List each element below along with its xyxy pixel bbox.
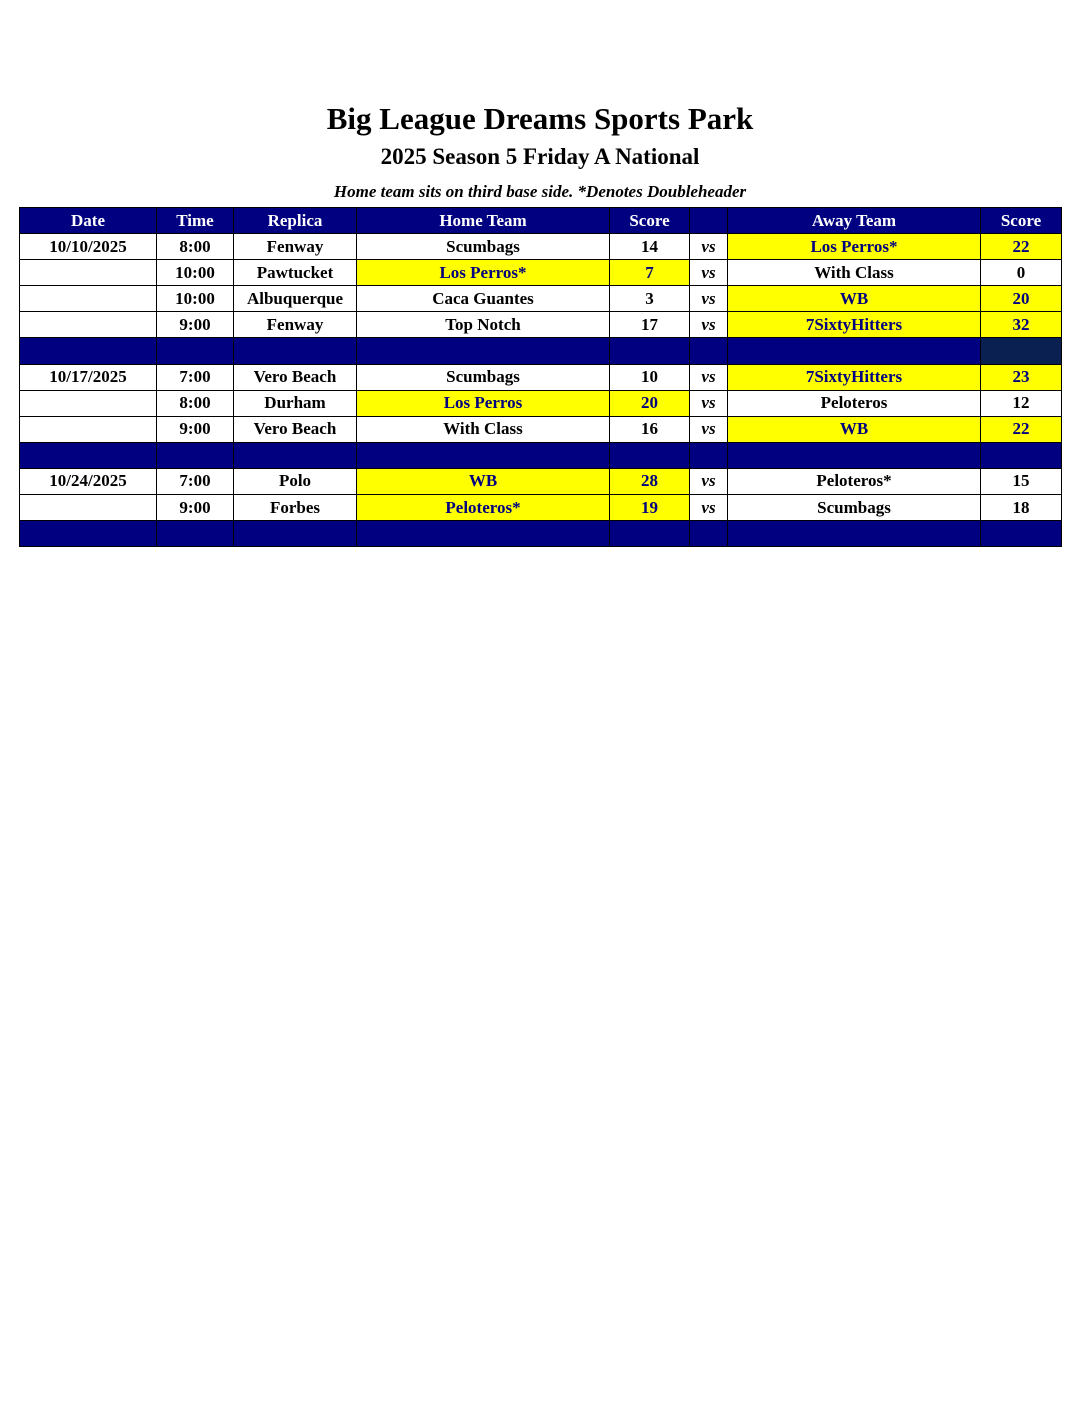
home-score: 10 [610,364,690,390]
col-header-time: Time [157,208,234,234]
week-separator [20,442,1062,468]
doubleheader-note: Home team sits on third base side. *Denotes Doubleheader [333,182,747,201]
home-score: 19 [610,495,690,521]
home-score: 14 [610,234,690,260]
separator-cell [157,442,234,468]
home-score: 7 [610,260,690,286]
separator-cell [357,442,610,468]
away-score: 23 [981,364,1062,390]
vs-label: vs [690,468,728,494]
separator-cell [728,442,981,468]
game-replica: Fenway [234,312,357,338]
away-team: Peloteros* [728,468,981,494]
home-score: 3 [610,286,690,312]
away-team: Los Perros* [728,234,981,260]
separator-cell [20,521,157,547]
vs-label: vs [690,312,728,338]
separator-cell [610,338,690,364]
game-time: 9:00 [157,416,234,442]
game-time: 7:00 [157,364,234,390]
separator-cell [234,338,357,364]
separator-cell [20,442,157,468]
game-date [20,495,157,521]
away-team: 7SixtyHitters [728,312,981,338]
game-row [20,286,1062,312]
game-time: 10:00 [157,286,234,312]
game-row [20,468,1062,494]
separator-cell [357,521,610,547]
away-score: 20 [981,286,1062,312]
separator-cell [610,521,690,547]
game-time: 10:00 [157,260,234,286]
col-header-date: Date [20,208,157,234]
game-date [20,260,157,286]
separator-cell [234,442,357,468]
separator-cell [357,338,610,364]
game-time: 8:00 [157,390,234,416]
vs-label: vs [690,286,728,312]
col-header-away-team: Away Team [728,208,981,234]
home-score: 16 [610,416,690,442]
away-score: 0 [981,260,1062,286]
away-team: Scumbags [728,495,981,521]
separator-cell [610,442,690,468]
game-replica: Albuquerque [234,286,357,312]
home-score: 17 [610,312,690,338]
separator-cell [981,442,1062,468]
separator-cell [981,521,1062,547]
col-header-away-score: Score [981,208,1062,234]
game-replica: Vero Beach [234,416,357,442]
away-team: Peloteros [728,390,981,416]
game-time: 9:00 [157,495,234,521]
week-separator [20,338,1062,364]
page-title: Big League Dreams Sports Park [326,101,754,136]
game-row [20,416,1062,442]
col-header-home-team: Home Team [357,208,610,234]
game-time: 8:00 [157,234,234,260]
home-team: Peloteros* [357,495,610,521]
game-row [20,495,1062,521]
vs-label: vs [690,260,728,286]
game-replica: Vero Beach [234,364,357,390]
game-time: 7:00 [157,468,234,494]
col-header-home-score: Score [610,208,690,234]
vs-label: vs [690,364,728,390]
away-team: WB [728,286,981,312]
separator-cell [728,338,981,364]
away-score: 18 [981,495,1062,521]
home-team: Los Perros* [357,260,610,286]
game-replica: Polo [234,468,357,494]
page-subtitle: 2025 Season 5 Friday A National [380,144,700,169]
game-row [20,390,1062,416]
home-team: Top Notch [357,312,610,338]
away-score: 12 [981,390,1062,416]
separator-cell [690,521,728,547]
game-row [20,234,1062,260]
game-replica: Durham [234,390,357,416]
home-team: Los Perros [357,390,610,416]
game-row [20,312,1062,338]
game-date [20,286,157,312]
game-date: 10/10/2025 [20,234,157,260]
vs-label: vs [690,416,728,442]
game-date [20,390,157,416]
home-team: WB [357,468,610,494]
separator-cell [157,521,234,547]
game-replica: Pawtucket [234,260,357,286]
game-date: 10/17/2025 [20,364,157,390]
vs-label: vs [690,495,728,521]
home-score: 28 [610,468,690,494]
game-time: 9:00 [157,312,234,338]
home-team: With Class [357,416,610,442]
col-header-replica: Replica [234,208,357,234]
game-row [20,364,1062,390]
col-header-vs [690,208,728,234]
away-score: 15 [981,468,1062,494]
separator-cell [234,521,357,547]
home-team: Caca Guantes [357,286,610,312]
vs-label: vs [690,390,728,416]
separator-cell [20,338,157,364]
game-row [20,260,1062,286]
separator-cell [690,338,728,364]
separator-cell [157,338,234,364]
home-team: Scumbags [357,364,610,390]
away-team: With Class [728,260,981,286]
away-team: 7SixtyHitters [728,364,981,390]
separator-cell [728,521,981,547]
away-score: 32 [981,312,1062,338]
home-score: 20 [610,390,690,416]
schedule-table [19,207,1062,547]
game-replica: Fenway [234,234,357,260]
vs-label: vs [690,234,728,260]
separator-cell [981,338,1062,364]
game-replica: Forbes [234,495,357,521]
game-date [20,416,157,442]
separator-cell [690,442,728,468]
game-date [20,312,157,338]
header-row [20,208,1062,234]
game-date: 10/24/2025 [20,468,157,494]
away-team: WB [728,416,981,442]
away-score: 22 [981,416,1062,442]
home-team: Scumbags [357,234,610,260]
week-separator [20,521,1062,547]
away-score: 22 [981,234,1062,260]
